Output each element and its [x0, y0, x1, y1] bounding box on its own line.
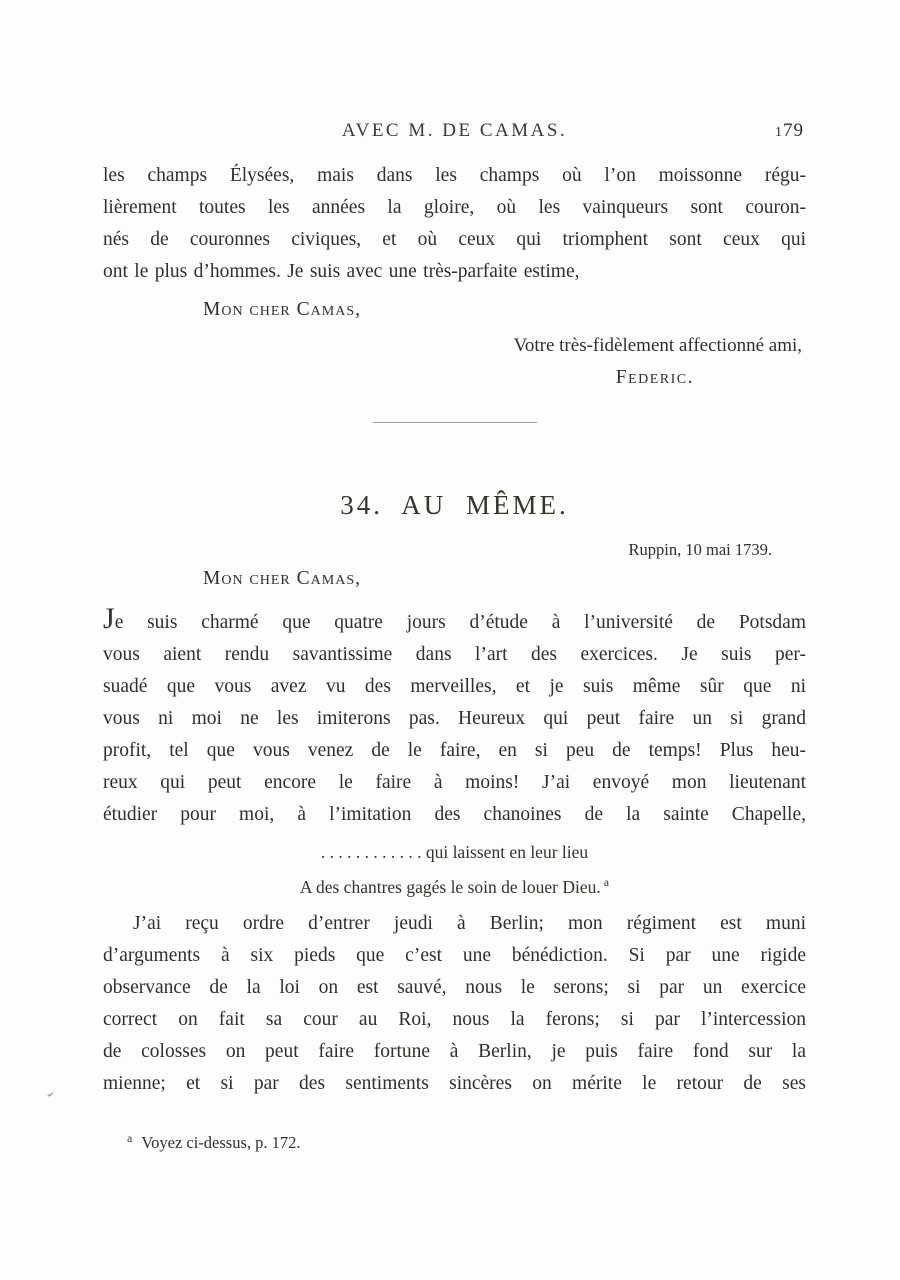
verse-line [103, 867, 806, 902]
page-number: 179 [775, 120, 804, 141]
letter-33-salutation: Mon cher Camas, [203, 299, 361, 320]
section-separator-rule [373, 422, 537, 423]
running-title: AVEC M. DE CAMAS. [341, 120, 568, 141]
letter-34-paragraph-1 [103, 603, 806, 831]
body-line: lièrement toutes les années la gloire, où les vainqueurs sont couron- [103, 197, 806, 218]
body-line: profit, tel que vous venez de le faire, en si peu de temps! Plus heu- [103, 740, 806, 761]
body-line: reux qui peut encore le faire à moins! J’ai envoyé mon lieutenant [103, 772, 806, 793]
body-line: correct on fait sa cour au Roi, nous la ferons; si par l’intercession [103, 1008, 806, 1030]
letter-33-signature: Federic. [615, 367, 694, 388]
body-line: ont le plus d’hommes. Je suis avec une très-parfaite estime, [103, 261, 580, 282]
letter-33-continuation [103, 160, 806, 288]
verse-line: . . . . . . . . . . . . qui laissent en leur lieu [320, 842, 589, 862]
letter-34-paragraph-2 [103, 908, 806, 1100]
footnote-reference-marker: a [603, 875, 610, 889]
body-line: étudier pour moi, à l’imitation des chanoines de la sainte Chapelle, [103, 804, 806, 825]
body-line: de colosses on peut faire fortune à Berlin, je puis faire fond sur la [103, 1040, 806, 1062]
body-line: J’ai reçu ordre d’entrer jeudi à Berlin; mon régiment est muni [133, 912, 806, 934]
body-line: les champs Élysées, mais dans les champs où l’on moissonne régu- [103, 165, 806, 186]
body-line: vous ni moi ne les imiterons pas. Heureux qui peut faire un si grand [103, 708, 806, 729]
letter-33-closing: Votre très-fidèlement affectionné ami, [513, 335, 802, 356]
text-block [103, 0, 806, 1155]
body-line: nés de couronnes civiques, et où ceux qui triomphent sont ceux qui [103, 229, 806, 250]
verse-text: A des chantres gagés le soin de louer Dieu. [299, 876, 601, 897]
body-line: observance de la loi on est sauvé, nous le serons; si par un exercice [103, 976, 806, 998]
letter-34-salutation: Mon cher Camas, [203, 568, 361, 589]
footnote-marker: a [127, 1130, 133, 1145]
scan-artifact [46, 1090, 54, 1097]
footnote [103, 1126, 806, 1156]
body-line: d’arguments à six pieds que c’est une bénédiction. Si par une rigide [103, 944, 806, 966]
body-line: Je suis charmé que quatre jours d’étude à l’université de Potsdam [103, 602, 806, 635]
letter-34-dateline: Ruppin, 10 mai 1739. [628, 540, 772, 559]
running-header [103, 118, 806, 144]
body-line: vous aient rendu savantissime dans l’art des exercices. Je suis per- [103, 644, 806, 665]
verse-quotation [103, 837, 806, 902]
body-line: suadé que vous avez vu des merveilles, et je suis même sûr que ni [103, 676, 806, 697]
body-line: mienne; et si par des sentiments sincères on mérite le retour de ses [103, 1072, 806, 1094]
letter-34-heading: 34. AU MÊME. [340, 490, 569, 520]
footnote-text: Voyez ci-dessus, p. 172. [141, 1133, 301, 1153]
